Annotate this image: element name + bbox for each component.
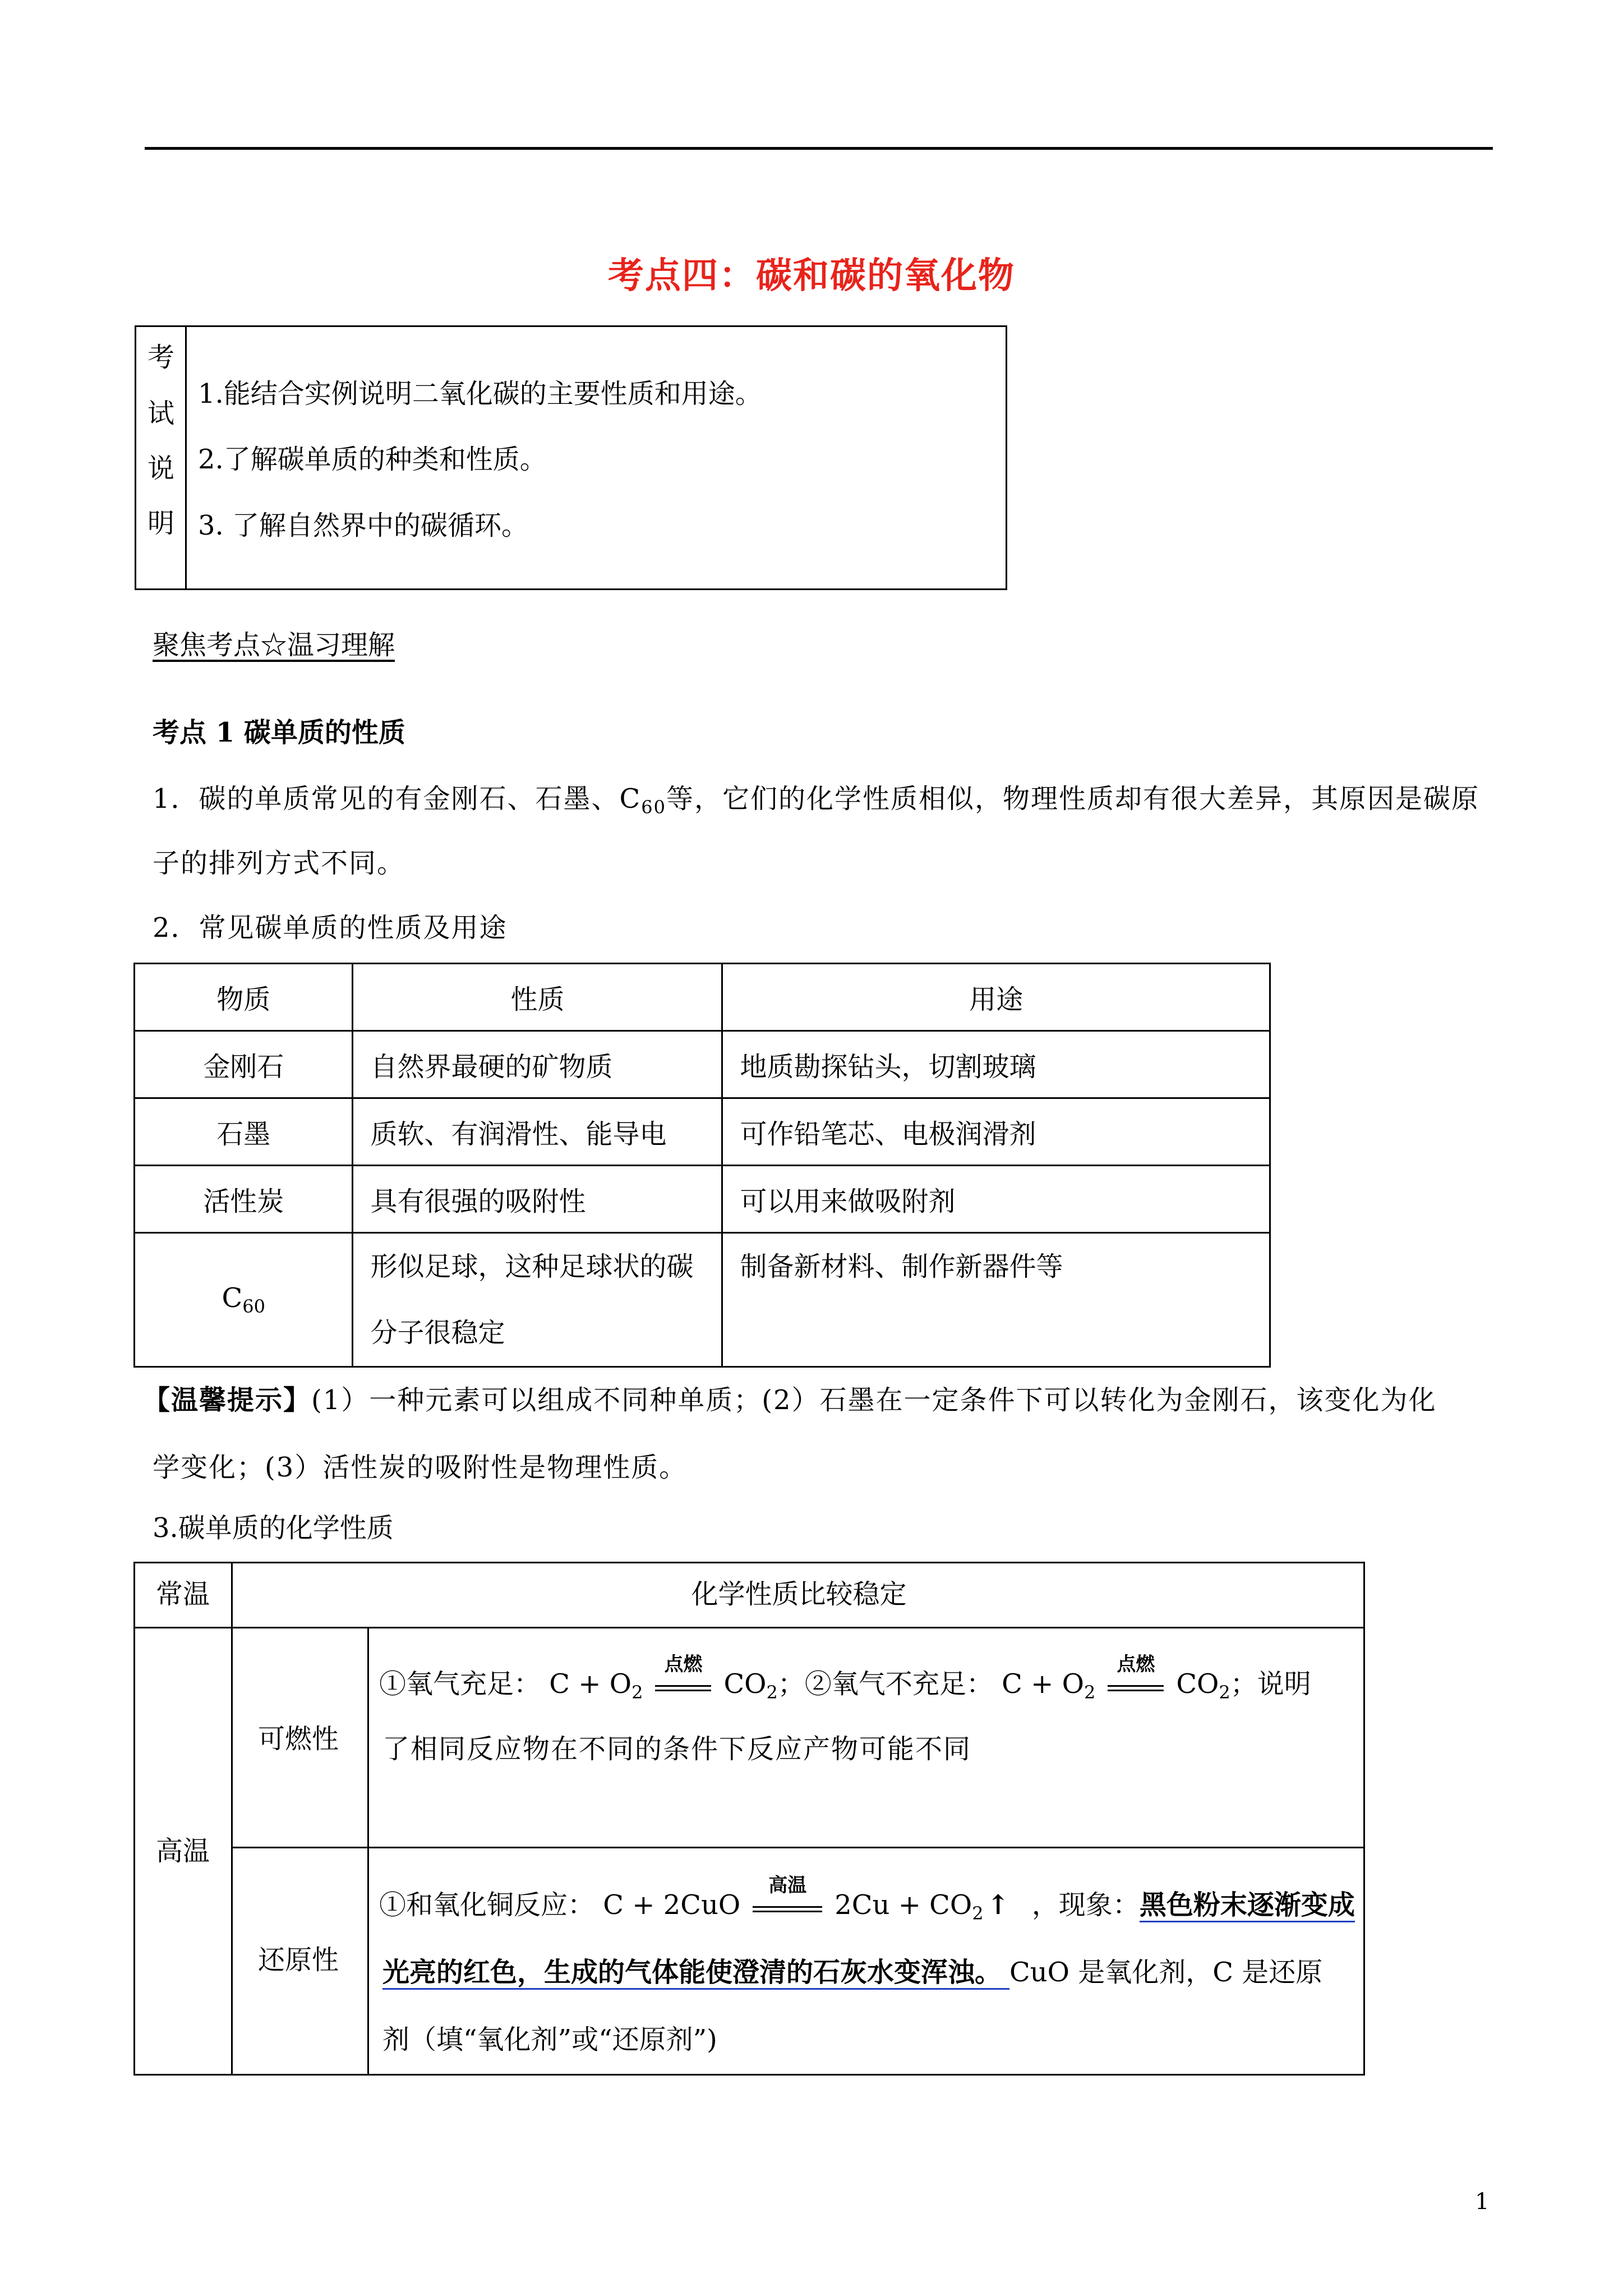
exam-item-2: 2.了解碳单质的种类和性质。	[198, 444, 547, 475]
point1-paragraph-1-cont: 子的排列方式不同。	[153, 848, 405, 879]
cell-name-c60	[135, 1233, 353, 1367]
header-rule	[145, 147, 1493, 150]
reduction-equation	[379, 1874, 1355, 1924]
point1-heading: 考点 1 碳单质的性质	[153, 717, 405, 748]
table-row	[135, 1166, 1270, 1233]
exam-description-box	[135, 325, 1007, 590]
page-number: 1	[1475, 2189, 1490, 2215]
point3-heading: 3.碳单质的化学性质	[153, 1512, 394, 1544]
tip-text-1: (1）一种元素可以组成不同种单质；(2）石墨在一定条件下可以转化为金刚石，该变化为化	[311, 1384, 1437, 1416]
eq2-reactants: ；②氧气不充足： C + O	[777, 1668, 1084, 1700]
reduction-line-3: 剂（填“氧化剂”或“还原剂”)	[382, 2024, 717, 2055]
exam-box-divider	[185, 327, 187, 588]
col-divider	[367, 1627, 369, 2076]
eq1-reactants: ①氧气充足： C + O	[379, 1668, 632, 1700]
header-property: 性质	[353, 964, 722, 1031]
eq1-co2-sub: 2	[766, 1682, 778, 1703]
eq1-product: CO	[723, 1668, 767, 1700]
exam-item-3: 3. 了解自然界中的碳循环。	[198, 510, 529, 541]
page-title: 考点四：碳和碳的氧化物	[608, 255, 1015, 297]
cell-property: 质软、有润滑性、能导电	[353, 1098, 722, 1166]
carbon-allotropes-table	[133, 963, 1271, 1368]
point1-paragraph-1	[153, 785, 1479, 816]
eq1-condition: 点燃	[664, 1653, 703, 1676]
phenomenon-answer-1: 黑色粉末逐渐变成	[1140, 1889, 1355, 1922]
combustion-equations	[379, 1653, 1311, 1703]
cell-use: 可以用来做吸附剂	[722, 1166, 1270, 1233]
cell-use: 可作铅笔芯、电极润滑剂	[722, 1098, 1270, 1166]
exam-side-label-2: 试	[147, 398, 175, 429]
gas-arrow-icon: ↑	[986, 1889, 1009, 1921]
combustibility-label: 可燃性	[258, 1723, 339, 1755]
combustion-explanation: 了相同反应物在不同的条件下反应产物可能不同	[382, 1733, 972, 1765]
eq2-condition: 点燃	[1117, 1653, 1155, 1676]
eq2-condition-mark	[1108, 1653, 1164, 1703]
reducibility-label: 还原性	[258, 1944, 339, 1976]
exam-side-label-4: 明	[147, 508, 175, 539]
oxidant-reductant-text: CuO 是氧化剂，C 是还原	[1009, 1957, 1323, 1988]
point1-paragraph-2: 2．常见碳单质的性质及用途	[153, 912, 508, 944]
room-temp-label: 常温	[156, 1579, 210, 1610]
eq1-condition-mark	[655, 1653, 711, 1703]
cell-property-c60	[353, 1233, 722, 1367]
p1-c60-sub: 60	[641, 797, 666, 818]
eq2-o2-sub: 2	[1083, 1682, 1096, 1703]
cell-property: 自然界最硬的矿物质	[353, 1031, 722, 1098]
cell-name: 金刚石	[135, 1031, 353, 1098]
exam-side-label-3: 说	[147, 453, 175, 484]
header-use: 用途	[722, 964, 1270, 1031]
c60-sub: 60	[242, 1296, 265, 1317]
row-divider	[231, 1847, 1365, 1848]
eq-tail: ；说明	[1230, 1668, 1311, 1700]
c60-property-line1: 形似足球，这种足球状的碳	[370, 1251, 694, 1282]
high-temp-label: 高温	[156, 1835, 210, 1867]
tip-label: 【温馨提示】	[143, 1384, 312, 1416]
reduction-line-2	[382, 1959, 1322, 1986]
header-substance: 物质	[135, 964, 353, 1031]
cell-name: 石墨	[135, 1098, 353, 1166]
chemical-properties-table	[133, 1562, 1365, 2076]
red-condition: 高温	[768, 1874, 807, 1897]
phenomenon-label: ，现象：	[1031, 1889, 1140, 1921]
cell-use: 地质勘探钻头，切割玻璃	[722, 1031, 1270, 1098]
red-products: 2Cu + CO	[834, 1889, 972, 1921]
table-row	[135, 1233, 1270, 1367]
cell-name: 活性炭	[135, 1166, 353, 1233]
tip-line-2: 学变化；(3）活性炭的吸附性是物理性质。	[153, 1452, 688, 1483]
eq2-co2-sub: 2	[1219, 1682, 1230, 1703]
red-reactants: ①和氧化铜反应： C + 2CuO	[379, 1889, 741, 1921]
eq1-o2-sub: 2	[631, 1682, 643, 1703]
phenomenon-answer-2: 光亮的红色，生成的气体能使澄清的石灰水变浑浊。	[382, 1957, 1009, 1990]
tip-line-1	[143, 1384, 1437, 1416]
cell-use-c60: 制备新材料、制作新器件等	[722, 1233, 1270, 1367]
exam-side-label-1: 考	[147, 342, 175, 373]
red-co2-sub: 2	[972, 1903, 984, 1924]
table-row	[135, 1031, 1270, 1098]
p1-text-post: 等，它们的化学性质相似，物理性质却有很大差异，其原因是碳原	[666, 783, 1480, 815]
c60-main: C	[222, 1282, 243, 1314]
table-header-row	[135, 964, 1270, 1031]
p1-text-pre: 1．碳的单质常见的有金刚石、石墨、C	[153, 783, 642, 815]
c60-property-line2: 分子很稳定	[370, 1317, 505, 1349]
red-condition-mark	[753, 1874, 822, 1924]
table-row	[135, 1098, 1270, 1166]
section-link[interactable]: 聚焦考点☆温习理解	[153, 629, 395, 661]
eq2-product: CO	[1176, 1668, 1219, 1700]
row-divider	[133, 1627, 1365, 1628]
cell-property: 具有很强的吸附性	[353, 1166, 722, 1233]
col-divider	[231, 1562, 233, 2076]
exam-item-1: 1.能结合实例说明二氧化碳的主要性质和用途。	[198, 378, 762, 409]
room-temp-value: 化学性质比较稳定	[691, 1579, 907, 1610]
